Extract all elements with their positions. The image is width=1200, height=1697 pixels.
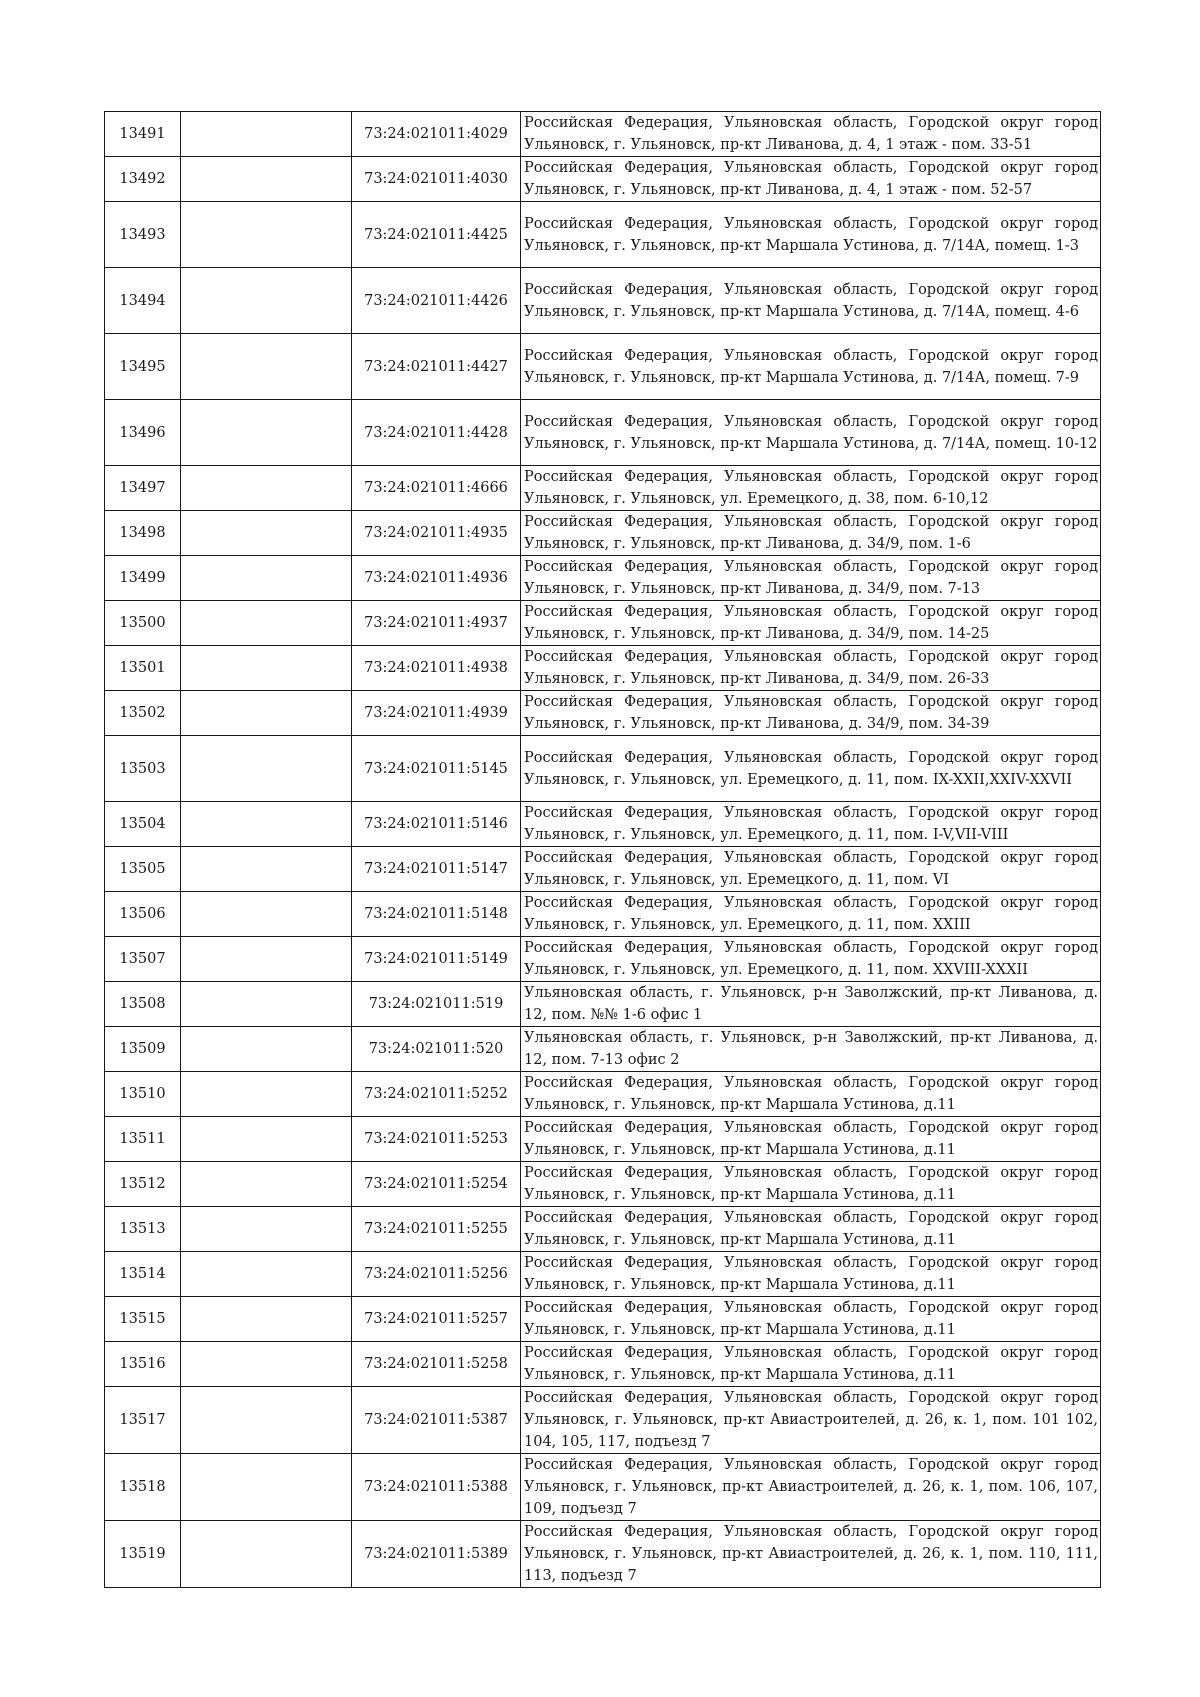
- empty-cell: [181, 466, 352, 511]
- table-row: [105, 1072, 1101, 1117]
- cadastral-number: 73:24:021011:4935: [352, 511, 521, 556]
- cadastral-number: 73:24:021011:5387: [352, 1387, 521, 1454]
- row-number: 13498: [105, 511, 181, 556]
- table-row: [105, 556, 1101, 601]
- table-row: [105, 1027, 1101, 1072]
- table-row: [105, 601, 1101, 646]
- empty-cell: [181, 334, 352, 400]
- address-text: Российская Федерация, Ульяновская область, Городской округ город Ульяновск, г. Ульяновск, пр-кт Маршала Устинова, д. 7/14А, помещ. 1-3: [524, 215, 1098, 254]
- address-cell: [521, 334, 1101, 400]
- empty-cell: [181, 892, 352, 937]
- address-cell: [521, 1072, 1101, 1117]
- cadastral-number: 73:24:021011:4425: [352, 202, 521, 268]
- table-row: [105, 1521, 1101, 1588]
- address-text: Российская Федерация, Ульяновская область, Городской округ город Ульяновск, г. Ульяновск, пр-кт Авиастроителей, д. 26, к. 1, пом. 110, 111, 113, подъезд 7: [524, 1524, 1098, 1584]
- address-cell: [521, 1027, 1101, 1072]
- cadastral-number: 73:24:021011:5258: [352, 1342, 521, 1387]
- row-number: 13506: [105, 892, 181, 937]
- address-cell: [521, 202, 1101, 268]
- row-number: 13518: [105, 1454, 181, 1521]
- row-number: 13513: [105, 1207, 181, 1252]
- cadastral-number: 73:24:021011:5257: [352, 1297, 521, 1342]
- address-text: Российская Федерация, Ульяновская область, Городской округ город Ульяновск, г. Ульяновск, пр-кт Ливанова, д. 34/9, пом. 34-39: [524, 694, 1098, 732]
- table-row: [105, 1454, 1101, 1521]
- table-row: [105, 202, 1101, 268]
- table-row: [105, 1342, 1101, 1387]
- row-number: 13491: [105, 112, 181, 157]
- empty-cell: [181, 400, 352, 466]
- row-number: 13510: [105, 1072, 181, 1117]
- table-row: [105, 1117, 1101, 1162]
- address-cell: [521, 1387, 1101, 1454]
- cadastral-number: 73:24:021011:4936: [352, 556, 521, 601]
- address-text: Ульяновская область, г. Ульяновск, р-н Заволжский, пр-кт Ливанова, д. 12, пом. №№ 1-6 офис 1: [524, 985, 1098, 1023]
- address-cell: [521, 112, 1101, 157]
- empty-cell: [181, 1454, 352, 1521]
- cadastral-number: 73:24:021011:4030: [352, 157, 521, 202]
- address-text: Российская Федерация, Ульяновская область, Городской округ город Ульяновск, г. Ульяновск, пр-кт Маршала Устинова, д.11: [524, 1255, 1098, 1293]
- cadastral-number: 73:24:021011:5147: [352, 847, 521, 892]
- address-text: Российская Федерация, Ульяновская область, Городской округ город Ульяновск, г. Ульяновск, пр-кт Авиастроителей, д. 26, к. 1, пом. 106, 107, 109, подъезд 7: [524, 1457, 1098, 1517]
- address-cell: [521, 1454, 1101, 1521]
- address-cell: [521, 691, 1101, 736]
- row-number: 13505: [105, 847, 181, 892]
- table-row: [105, 268, 1101, 334]
- address-cell: [521, 736, 1101, 802]
- table-row: [105, 1207, 1101, 1252]
- table-row: [105, 937, 1101, 982]
- address-cell: [521, 892, 1101, 937]
- registry-table: [104, 111, 1101, 1588]
- cadastral-number: 73:24:021011:5253: [352, 1117, 521, 1162]
- table-row: [105, 802, 1101, 847]
- cadastral-number: 73:24:021011:5146: [352, 802, 521, 847]
- table-row: [105, 511, 1101, 556]
- cadastral-number: 73:24:021011:5389: [352, 1521, 521, 1588]
- row-number: 13516: [105, 1342, 181, 1387]
- empty-cell: [181, 982, 352, 1027]
- address-text: Российская Федерация, Ульяновская область, Городской округ город Ульяновск, г. Ульяновск, пр-кт Маршала Устинова, д.11: [524, 1120, 1098, 1158]
- address-cell: [521, 511, 1101, 556]
- table-row: [105, 646, 1101, 691]
- table-row: [105, 157, 1101, 202]
- row-number: 13502: [105, 691, 181, 736]
- empty-cell: [181, 1162, 352, 1207]
- cadastral-number: 73:24:021011:5255: [352, 1207, 521, 1252]
- address-text: Российская Федерация, Ульяновская область, Городской округ город Ульяновск, г. Ульяновск, пр-кт Маршала Устинова, д.11: [524, 1210, 1098, 1248]
- table-row: [105, 466, 1101, 511]
- cadastral-number: 73:24:021011:4938: [352, 646, 521, 691]
- empty-cell: [181, 556, 352, 601]
- empty-cell: [181, 1207, 352, 1252]
- empty-cell: [181, 601, 352, 646]
- address-text: Российская Федерация, Ульяновская область, Городской округ город Ульяновск, г. Ульяновск, пр-кт Ливанова, д. 34/9, пом. 14-25: [524, 604, 1098, 642]
- row-number: 13497: [105, 466, 181, 511]
- empty-cell: [181, 1027, 352, 1072]
- empty-cell: [181, 937, 352, 982]
- empty-cell: [181, 1342, 352, 1387]
- address-text: Российская Федерация, Ульяновская область, Городской округ город Ульяновск, г. Ульяновск, пр-кт Ливанова, д. 34/9, пом. 1-6: [524, 514, 1098, 552]
- table-row: [105, 691, 1101, 736]
- empty-cell: [181, 1072, 352, 1117]
- cadastral-number: 73:24:021011:5256: [352, 1252, 521, 1297]
- cadastral-number: 73:24:021011:4666: [352, 466, 521, 511]
- table-row: [105, 400, 1101, 466]
- empty-cell: [181, 736, 352, 802]
- address-text: Российская Федерация, Ульяновская область, Городской округ город Ульяновск, г. Ульяновск, ул. Еремецкого, д. 38, пом. 6-10,12: [524, 469, 1098, 507]
- table-row: [105, 982, 1101, 1027]
- row-number: 13507: [105, 937, 181, 982]
- row-number: 13509: [105, 1027, 181, 1072]
- address-text: Российская Федерация, Ульяновская область, Городской округ город Ульяновск, г. Ульяновск, пр-кт Ливанова, д. 34/9, пом. 26-33: [524, 649, 1098, 687]
- empty-cell: [181, 511, 352, 556]
- address-text: Российская Федерация, Ульяновская область, Городской округ город Ульяновск, г. Ульяновск, пр-кт Ливанова, д. 4, 1 этаж - пом. 52-57: [524, 160, 1098, 198]
- table-row: [105, 847, 1101, 892]
- row-number: 13499: [105, 556, 181, 601]
- address-text: Российская Федерация, Ульяновская область, Городской округ город Ульяновск, г. Ульяновск, пр-кт Маршала Устинова, д. 7/14А, помещ. 10-12: [524, 413, 1098, 452]
- address-text: Российская Федерация, Ульяновская область, Городской округ город Ульяновск, г. Ульяновск, пр-кт Маршала Устинова, д. 7/14А, помещ. 7-9: [524, 347, 1098, 386]
- address-text: Российская Федерация, Ульяновская область, Городской округ город Ульяновск, г. Ульяновск, пр-кт Маршала Устинова, д.11: [524, 1300, 1098, 1338]
- table-row: [105, 1297, 1101, 1342]
- address-text: Российская Федерация, Ульяновская область, Городской округ город Ульяновск, г. Ульяновск, ул. Еремецкого, д. 11, пом. VI: [524, 850, 1098, 888]
- address-text: Российская Федерация, Ульяновская область, Городской округ город Ульяновск, г. Ульяновск, пр-кт Маршала Устинова, д.11: [524, 1075, 1098, 1113]
- cadastral-number: 73:24:021011:520: [352, 1027, 521, 1072]
- empty-cell: [181, 1387, 352, 1454]
- address-text: Российская Федерация, Ульяновская область, Городской округ город Ульяновск, г. Ульяновск, пр-кт Ливанова, д. 4, 1 этаж - пом. 33-51: [524, 115, 1098, 153]
- address-text: Российская Федерация, Ульяновская область, Городской округ город Ульяновск, г. Ульяновск, пр-кт Маршала Устинова, д.11: [524, 1165, 1098, 1203]
- address-cell: [521, 1297, 1101, 1342]
- cadastral-number: 73:24:021011:4029: [352, 112, 521, 157]
- cadastral-number: 73:24:021011:519: [352, 982, 521, 1027]
- row-number: 13501: [105, 646, 181, 691]
- row-number: 13495: [105, 334, 181, 400]
- row-number: 13508: [105, 982, 181, 1027]
- cadastral-number: 73:24:021011:4427: [352, 334, 521, 400]
- address-cell: [521, 466, 1101, 511]
- row-number: 13514: [105, 1252, 181, 1297]
- empty-cell: [181, 1297, 352, 1342]
- address-cell: [521, 982, 1101, 1027]
- address-cell: [521, 400, 1101, 466]
- address-cell: [521, 937, 1101, 982]
- empty-cell: [181, 1521, 352, 1588]
- table-row: [105, 1252, 1101, 1297]
- cadastral-number: 73:24:021011:5148: [352, 892, 521, 937]
- table-row: [105, 1162, 1101, 1207]
- empty-cell: [181, 268, 352, 334]
- table-row: [105, 736, 1101, 802]
- row-number: 13519: [105, 1521, 181, 1588]
- row-number: 13500: [105, 601, 181, 646]
- empty-cell: [181, 1117, 352, 1162]
- table-row: [105, 892, 1101, 937]
- row-number: 13496: [105, 400, 181, 466]
- cadastral-number: 73:24:021011:4428: [352, 400, 521, 466]
- cadastral-number: 73:24:021011:5388: [352, 1454, 521, 1521]
- empty-cell: [181, 1252, 352, 1297]
- address-text: Российская Федерация, Ульяновская область, Городской округ город Ульяновск, г. Ульяновск, пр-кт Ливанова, д. 34/9, пом. 7-13: [524, 559, 1098, 597]
- address-cell: [521, 1521, 1101, 1588]
- address-text: Ульяновская область, г. Ульяновск, р-н Заволжский, пр-кт Ливанова, д. 12, пом. 7-13 офис 2: [524, 1030, 1098, 1068]
- row-number: 13492: [105, 157, 181, 202]
- address-cell: [521, 157, 1101, 202]
- address-text: Российская Федерация, Ульяновская область, Городской округ город Ульяновск, г. Ульяновск, ул. Еремецкого, д. 11, пом. XXVIII-XXXII: [524, 940, 1098, 978]
- cadastral-number: 73:24:021011:4426: [352, 268, 521, 334]
- cadastral-number: 73:24:021011:5145: [352, 736, 521, 802]
- address-cell: [521, 646, 1101, 691]
- empty-cell: [181, 646, 352, 691]
- cadastral-number: 73:24:021011:5254: [352, 1162, 521, 1207]
- row-number: 13494: [105, 268, 181, 334]
- row-number: 13493: [105, 202, 181, 268]
- empty-cell: [181, 112, 352, 157]
- empty-cell: [181, 847, 352, 892]
- empty-cell: [181, 202, 352, 268]
- row-number: 13517: [105, 1387, 181, 1454]
- table-row: [105, 112, 1101, 157]
- empty-cell: [181, 691, 352, 736]
- cadastral-number: 73:24:021011:4939: [352, 691, 521, 736]
- address-cell: [521, 1207, 1101, 1252]
- table-row: [105, 334, 1101, 400]
- address-cell: [521, 1162, 1101, 1207]
- row-number: 13511: [105, 1117, 181, 1162]
- address-cell: [521, 1342, 1101, 1387]
- address-cell: [521, 268, 1101, 334]
- address-text: Российская Федерация, Ульяновская область, Городской округ город Ульяновск, г. Ульяновск, пр-кт Авиастроителей, д. 26, к. 1, пом. 101 102, 104, 105, 117, подъезд 7: [524, 1390, 1098, 1450]
- address-text: Российская Федерация, Ульяновская область, Городской округ город Ульяновск, г. Ульяновск, пр-кт Маршала Устинова, д. 7/14А, помещ. 4-6: [524, 281, 1098, 320]
- empty-cell: [181, 802, 352, 847]
- cadastral-number: 73:24:021011:4937: [352, 601, 521, 646]
- address-cell: [521, 601, 1101, 646]
- row-number: 13503: [105, 736, 181, 802]
- address-cell: [521, 1117, 1101, 1162]
- cadastral-number: 73:24:021011:5149: [352, 937, 521, 982]
- address-text: Российская Федерация, Ульяновская область, Городской округ город Ульяновск, г. Ульяновск, ул. Еремецкого, д. 11, пом. I-V,VII-VIII: [524, 805, 1098, 843]
- row-number: 13504: [105, 802, 181, 847]
- address-text: Российская Федерация, Ульяновская область, Городской округ город Ульяновск, г. Ульяновск, ул. Еремецкого, д. 11, пом. IX-XXII,XXIV-XXVII: [524, 749, 1098, 788]
- address-text: Российская Федерация, Ульяновская область, Городской округ город Ульяновск, г. Ульяновск, пр-кт Маршала Устинова, д.11: [524, 1345, 1098, 1383]
- row-number: 13515: [105, 1297, 181, 1342]
- cadastral-number: 73:24:021011:5252: [352, 1072, 521, 1117]
- address-text: Российская Федерация, Ульяновская область, Городской округ город Ульяновск, г. Ульяновск, ул. Еремецкого, д. 11, пом. XXIII: [524, 895, 1098, 933]
- address-cell: [521, 847, 1101, 892]
- empty-cell: [181, 157, 352, 202]
- address-cell: [521, 556, 1101, 601]
- address-cell: [521, 802, 1101, 847]
- table-row: [105, 1387, 1101, 1454]
- address-cell: [521, 1252, 1101, 1297]
- row-number: 13512: [105, 1162, 181, 1207]
